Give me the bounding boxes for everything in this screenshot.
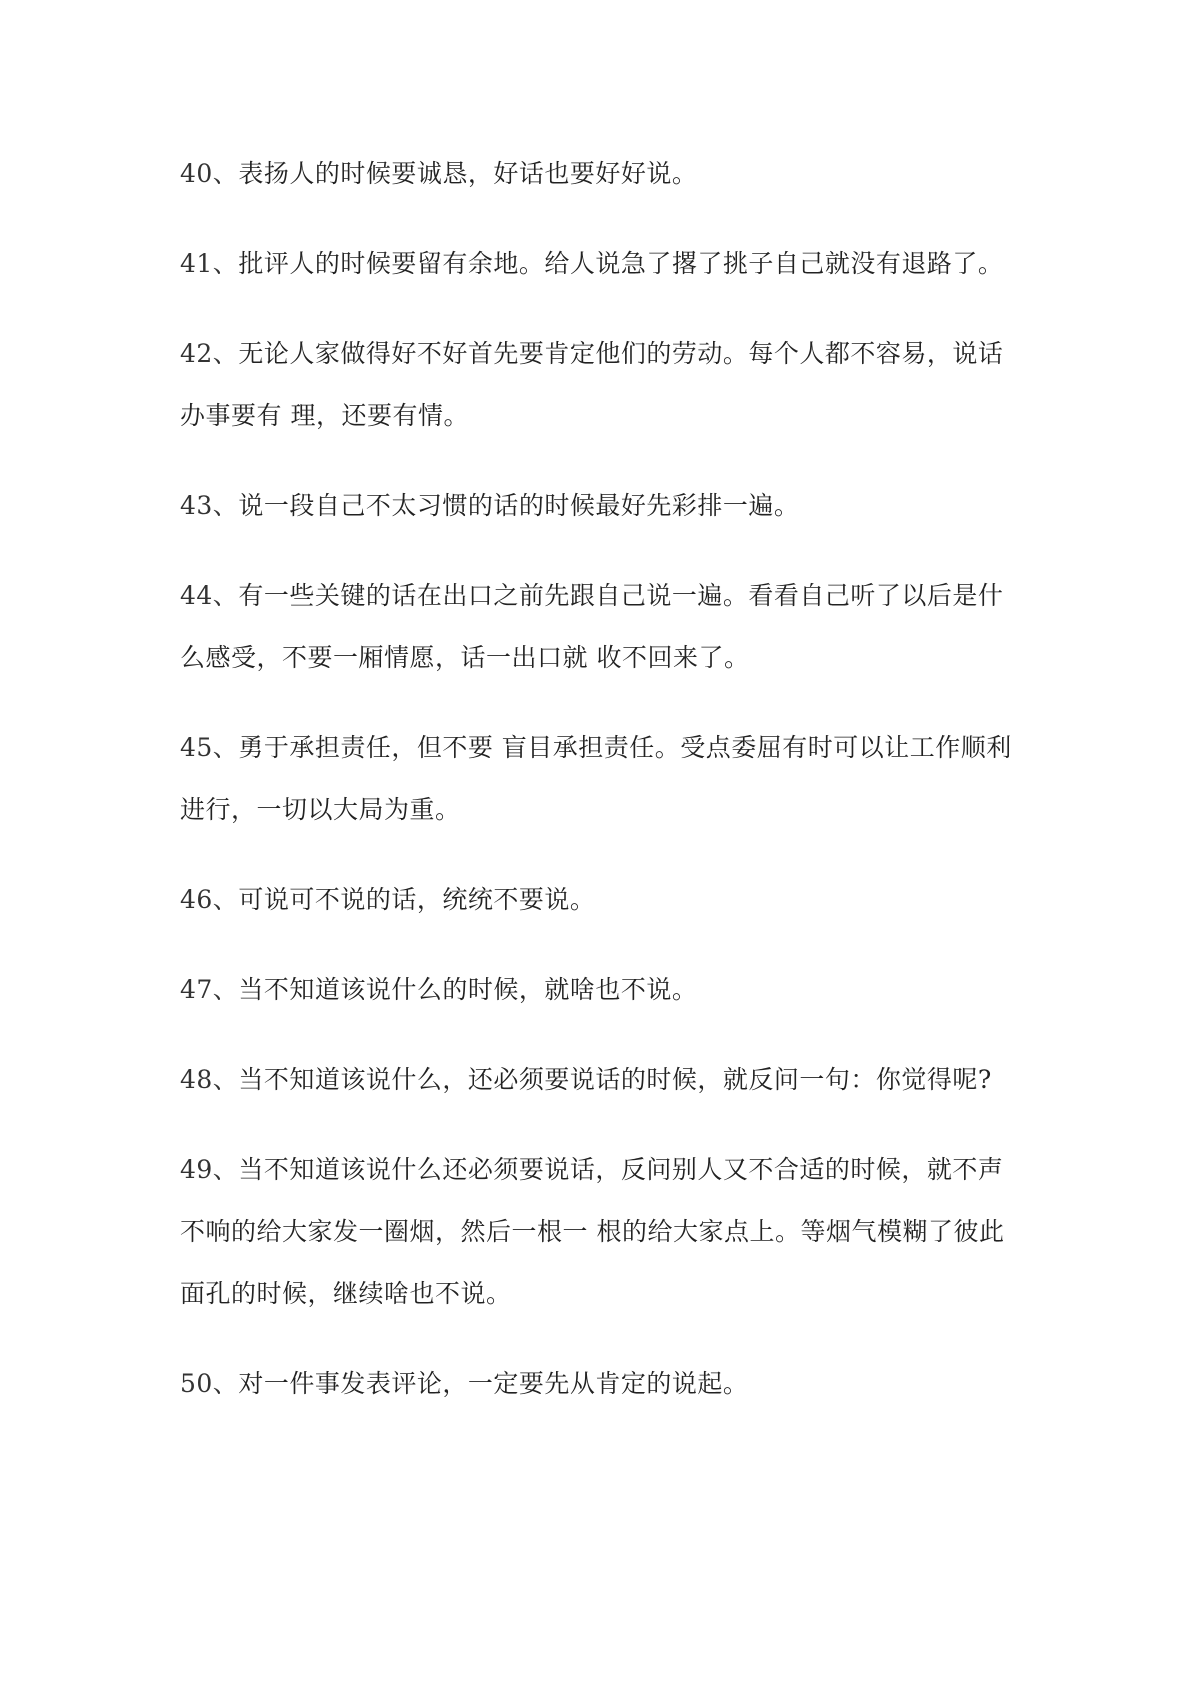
item-number: 41、 [180, 249, 239, 278]
list-item [180, 1353, 1020, 1415]
list-item [180, 1139, 1020, 1325]
item-number: 48、 [180, 1065, 239, 1094]
item-text: 对一件事发表评论，一定要先从肯定的说起。 [238, 1369, 749, 1398]
list-item [180, 959, 1020, 1021]
item-text: 勇于承担责任，但不要 盲目承担责任。受点委屈有时可以让工作顺利进行，一切以大局为重。 [180, 733, 1012, 824]
list-item [180, 475, 1020, 537]
list-item [180, 1049, 1020, 1111]
item-number: 42、 [180, 339, 239, 368]
document-body [180, 143, 1020, 1443]
list-item [180, 143, 1020, 205]
list-item [180, 717, 1020, 841]
item-text: 无论人家做得好不好首先要肯定他们的劳动。每个人都不容易，说话办事要有 理，还要有情。 [180, 339, 1004, 430]
list-item [180, 233, 1020, 295]
item-text: 表扬人的时候要诚恳，好话也要好好说。 [238, 159, 698, 188]
item-text: 可说可不说的话，统统不要说。 [238, 885, 596, 914]
item-text: 当不知道该说什么还必须要说话，反问别人又不合适的时候，就不声不响的给大家发一圈烟，然后一根一 根的给大家点上。等烟气模糊了彼此面孔的时候，继续啥也不说。 [180, 1155, 1005, 1308]
item-text: 当不知道该说什么的时候，就啥也不说。 [238, 975, 698, 1004]
item-text: 有一些关键的话在出口之前先跟自己说一遍。看看自己听了以后是什么感受，不要一厢情愿，话一出口就 收不回来了。 [180, 581, 1004, 672]
item-text: 说一段自己不太习惯的话的时候最好先彩排一遍。 [238, 491, 800, 520]
item-text: 当不知道该说什么，还必须要说话的时候，就反问一句：你觉得呢? [238, 1065, 992, 1094]
item-number: 50、 [180, 1369, 239, 1398]
item-number: 49、 [180, 1155, 239, 1184]
item-number: 44、 [180, 581, 239, 610]
item-number: 46、 [180, 885, 239, 914]
item-number: 43、 [180, 491, 239, 520]
list-item [180, 565, 1020, 689]
item-number: 40、 [180, 159, 239, 188]
item-text: 批评人的时候要留有余地。给人说急了撂了挑子自己就没有退路了。 [238, 249, 1004, 278]
item-number: 45、 [180, 733, 239, 762]
list-item [180, 869, 1020, 931]
list-item [180, 323, 1020, 447]
item-number: 47、 [180, 975, 239, 1004]
